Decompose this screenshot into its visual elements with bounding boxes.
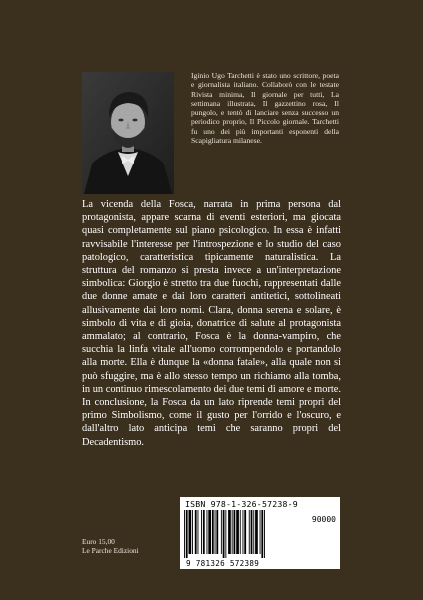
barcode-bar xyxy=(249,510,250,554)
author-portrait-image xyxy=(82,72,174,194)
barcode-bar xyxy=(251,510,253,554)
publisher-name: Le Parche Edizioni xyxy=(82,546,139,555)
barcode-bar xyxy=(236,510,239,554)
barcode-bar xyxy=(264,510,265,558)
barcode-bar xyxy=(184,510,185,558)
book-price: Euro 15,00 xyxy=(82,537,115,546)
barcode-bar xyxy=(261,510,263,558)
barcode-bar xyxy=(212,510,214,554)
barcode-bar xyxy=(186,510,188,558)
barcode-bar xyxy=(228,510,231,554)
author-bio: Iginio Ugo Tarchetti è stato uno scrittore, poeta e giornalista italiano. Collaborò con le testate Rivista minima, Il giornale per tutti, La settimana illustrata, Il gazzettino rosa, Il pungolo, e tentò di lanciare senza successo un periodico proprio, Il Piccolo giornale. Tarchetti fu uno dei più importanti esponenti della Scapigliatura milanese. xyxy=(191,71,339,146)
book-description: La vicenda della Fosca, narrata in prima persona dal protagonista, appare scarna di eventi esteriori, ma giocata quasi completamente sul piano psicologico. In essa è infatti ravvisabile l'interesse per l'introspezione e lo studio del caso patologico, caratteristica tipicamente naturalistica. La struttura del romanzo si presta invece a un'interpretazione simbolica: Giorgio è stretto tra due fuochi, rappresentati dalle due donne amate e dai loro caratteri antitetici, sottolineati allusivamente dai loro nomi. Clara, donna serena e solare, è simbolo di vita e di gioia, donatrice di salute al protagonista ammalato; al contrario, Fosca è la donna-vampiro, che succhia la linfa vitale all'uomo corrompendolo e portandolo alla morte. Ella è dunque la «donna fatale», alla quale non si può sfuggire, ma è allo stesso tempo un richiamo alla tomba, in un continuo rimescolamento dei due temi di amore e morte. In conclusione, la Fosca da un lato riprende temi propri del primo Simbolismo, come il gusto per l'orrido e l'oscuro, e dall'altro lato anticipa temi che saranno propri del Decadentismo. xyxy=(82,199,341,448)
barcode-bar xyxy=(208,510,211,554)
barcode-bar xyxy=(253,510,254,554)
barcode-bar xyxy=(255,510,258,554)
barcode-bar xyxy=(234,510,236,554)
author-photo xyxy=(82,72,174,194)
barcode-bar xyxy=(232,510,233,554)
barcode-bar xyxy=(215,510,216,554)
barcode-bar xyxy=(240,510,241,554)
barcode-bar xyxy=(260,510,261,554)
barcode-bar xyxy=(192,510,193,554)
barcode-digits: 9 781326 572389 xyxy=(186,559,260,568)
barcode-bar xyxy=(221,510,222,554)
barcode-bar xyxy=(216,510,218,554)
barcode-bar xyxy=(223,510,225,558)
isbn-barcode xyxy=(180,497,340,569)
barcode-bar xyxy=(207,510,208,554)
barcode-bar xyxy=(201,510,202,554)
barcode-bar xyxy=(244,510,246,554)
barcode-bar xyxy=(203,510,205,554)
barcode-icon xyxy=(184,510,296,558)
barcode-bar xyxy=(225,510,226,558)
barcode-bar xyxy=(243,510,244,554)
barcode-bar xyxy=(195,510,197,554)
isbn-number: ISBN 978-1-326-57238-9 xyxy=(185,499,298,509)
barcode-bar xyxy=(198,510,199,554)
barcode-bar xyxy=(189,510,192,554)
barcode-price-code: 90000 xyxy=(311,515,336,524)
